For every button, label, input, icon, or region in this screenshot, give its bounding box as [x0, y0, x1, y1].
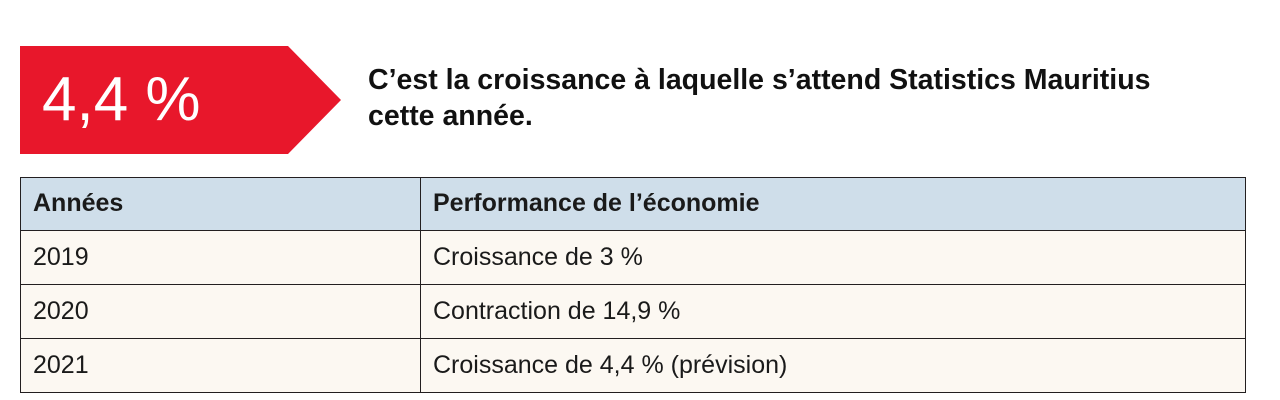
cell-year: 2020: [21, 285, 421, 339]
cell-performance: Croissance de 3 %: [421, 231, 1246, 285]
table-row: [21, 339, 1246, 393]
highlight-value: 4,4 %: [42, 65, 201, 134]
table-head: [21, 178, 1246, 231]
column-header-performance: Performance de l’économie: [421, 178, 1246, 231]
cell-performance: Croissance de 4,4 % (prévision): [421, 339, 1246, 393]
column-header-years: Années: [21, 178, 421, 231]
cell-year: 2019: [21, 231, 421, 285]
highlight-flag: [20, 46, 288, 154]
table-header-row: [21, 178, 1246, 231]
cell-performance: Contraction de 14,9 %: [421, 285, 1246, 339]
highlight-caption: C’est la croissance à laquelle s’attend Statistics Mauritius cette année.: [368, 64, 1151, 133]
cell-year: 2021: [21, 339, 421, 393]
table-body: [21, 231, 1246, 393]
table-row: [21, 285, 1246, 339]
table-row: [21, 231, 1246, 285]
highlight-banner: [20, 46, 1208, 154]
economy-performance-table: [20, 177, 1246, 393]
